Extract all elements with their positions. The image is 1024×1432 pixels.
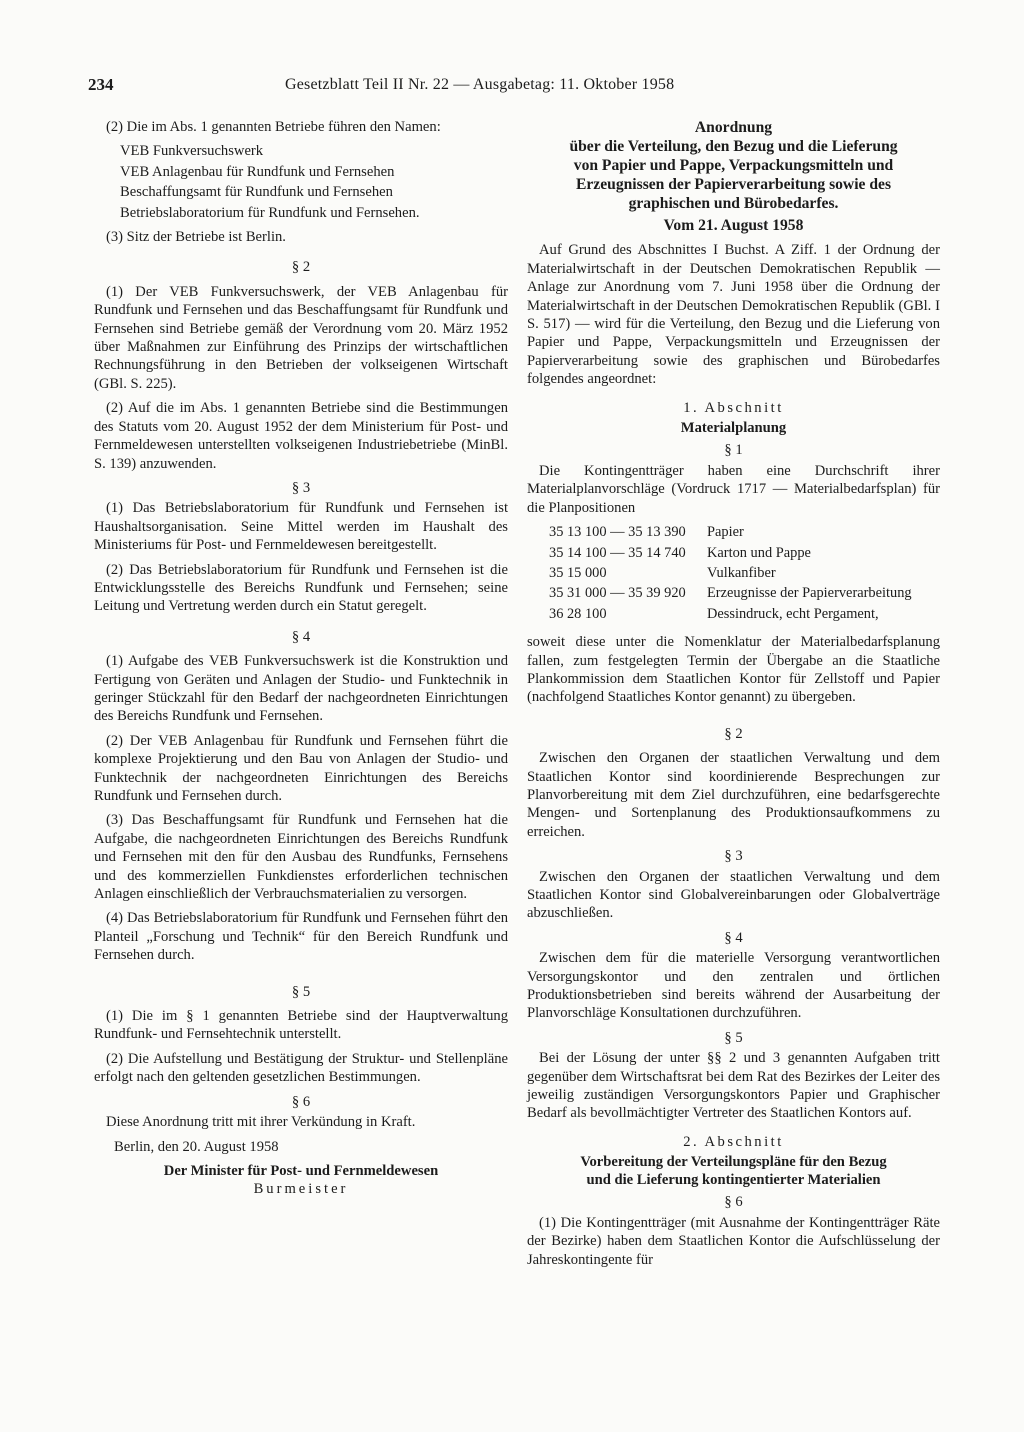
paragraph: (2) Die Aufstellung und Bestätigung der Struktur- und Stellenpläne erfolgt nach den geltenden gesetzlichen Bestimmungen. bbox=[94, 1050, 508, 1086]
place-date: Berlin, den 20. August 1958 bbox=[114, 1138, 279, 1155]
paragraph: (3) Sitz der Betriebe ist Berlin. bbox=[106, 229, 286, 246]
paragraph: (1) Die Kontingentträger (mit Ausnahme der Kontingentträger Räte der Bezirke) haben dem Staatlichen Kontor die Aufschlüsselung der Jahreskontingente für bbox=[527, 1214, 940, 1268]
ordinance-title bbox=[527, 118, 940, 213]
company-name-list bbox=[94, 142, 508, 222]
position-code: 35 14 100 — 35 14 740 bbox=[549, 544, 686, 561]
ordinance-date: Vom 21. August 1958 bbox=[663, 217, 804, 234]
part-title: Materialplanung bbox=[680, 420, 787, 437]
section-heading: § 3 bbox=[724, 848, 743, 865]
paragraph: (1) Das Betriebslaboratorium für Rundfunk und Fernsehen ist Haushaltsorganisation. Seine Mittel werden im Haushalt des Ministeriums für Post- und Fernmeldewesen bereitgestellt. bbox=[94, 500, 508, 554]
list-item: VEB Funkversuchswerk bbox=[120, 143, 264, 160]
table-row bbox=[549, 605, 937, 625]
left-column bbox=[94, 118, 508, 1199]
title-line: Anordnung bbox=[694, 119, 773, 136]
paragraph: Zwischen dem für die materielle Versorgung verantwortlichen Versorgungskontor und den zentralen und örtlichen Produktionsbetrieben sind bereits während der Ausarbeitung der Planvorschläge Konsultationen durchzuführen. bbox=[527, 950, 940, 1022]
paragraph: (4) Das Betriebslaboratorium für Rundfunk und Fernsehen führt den Planteil „Forschung und Technik“ für den Bereich Rundfunk und Fernsehen durch. bbox=[94, 910, 508, 964]
part-title-line: Vorbereitung der Verteilungspläne für den Bezug bbox=[580, 1154, 887, 1171]
paragraph: soweit diese unter die Nomenklatur der Materialbedarfsplanung fallen, zum festgelegten Termin der Übergabe an die Staatliche Plankommission dem Staatlichen Kontor für Zellstoff und Papier (nachfolgend Staatliches Kontor genannt) zu übergeben. bbox=[527, 634, 940, 706]
table-row bbox=[549, 564, 937, 584]
section-heading: § 2 bbox=[724, 725, 743, 742]
position-label: Vulkanfiber bbox=[707, 564, 776, 581]
plan-positions-table bbox=[549, 523, 937, 625]
position-code: 36 28 100 bbox=[549, 605, 607, 622]
position-label: Erzeugnisse der Papierverarbeitung bbox=[707, 585, 912, 602]
page-header bbox=[88, 76, 948, 98]
section-heading: § 6 bbox=[291, 1093, 311, 1110]
paragraph: Zwischen den Organen der staatlichen Verwaltung und dem Staatlichen Kontor sind koordinierende Besprechungen zur Planvorbereitung mit dem Ziel durchzuführen, eine bedarfsgerechte Mengen- und Sortenplanung des Produktionsaufkommens zu erreichen. bbox=[527, 750, 940, 840]
section-heading: § 4 bbox=[291, 628, 311, 645]
section-heading: § 4 bbox=[724, 929, 743, 946]
paragraph: Die Kontingentträger haben eine Durchschrift ihrer Materialplanvorschläge (Vordruck 1717 — Materialbedarfsplan) für die Planpositionen bbox=[527, 462, 940, 516]
paragraph: Diese Anordnung tritt mit ihrer Verkündung in Kraft. bbox=[106, 1114, 416, 1131]
paragraph: (2) Das Betriebslaboratorium für Rundfunk und Fernsehen ist die Entwicklungsstelle des Bereichs Rundfunk und Fernsehen; seine Leitung und Vertretung werden durch ein Statut geregelt. bbox=[94, 561, 508, 615]
running-title: Gesetzblatt Teil II Nr. 22 — Ausgabetag: 11. Oktober 1958 bbox=[285, 76, 675, 93]
page-number: 234 bbox=[88, 75, 114, 94]
list-item: VEB Anlagenbau für Rundfunk und Fernsehen bbox=[120, 163, 395, 180]
paragraph: (1) Aufgabe des VEB Funkversuchswerk ist die Konstruktion und Fertigung von Geräten und Anlagen der Studio- und Funktechnik in geringer Stückzahl für den Bedarf der nachgeordneten Einrichtungen des Bereichs Rundfunk und Fernsehen. bbox=[94, 653, 508, 725]
title-line: über die Verteilung, den Bezug und die Lieferung bbox=[569, 138, 898, 155]
position-label: Dessindruck, echt Pergament, bbox=[707, 605, 879, 622]
table-row bbox=[549, 523, 937, 543]
section-heading: § 1 bbox=[724, 442, 743, 459]
section-heading: § 2 bbox=[291, 259, 311, 276]
list-item: Beschaffungsamt für Rundfunk und Fernsehen bbox=[120, 184, 393, 201]
signer-name: Burmeister bbox=[253, 1181, 349, 1198]
paragraph: Auf Grund des Abschnittes I Buchst. A Ziff. 1 der Ordnung der Materialwirtschaft in der Deutschen Demokratischen Republik — Anlage zur Anordnung vom 7. Juni 1958 über die Ordnung der Materialwirtschaft in der Deutschen Demokratischen Republik (GBl. I S. 517) — wird für die Verteilung, den Bezug und die Lieferung von Papier und Pappe, Verpackungsmitteln und Erzeugnissen der Papierverarbeitung sowie des graphischen und Bürobedarfes folgendes angeordnet: bbox=[527, 242, 940, 388]
right-column bbox=[527, 118, 940, 1275]
position-label: Karton und Pappe bbox=[707, 544, 811, 561]
section-heading: § 5 bbox=[291, 983, 311, 1000]
title-line: von Papier und Pappe, Verpackungsmitteln und bbox=[573, 157, 894, 174]
paragraph: (1) Die im § 1 genannten Betriebe sind der Hauptverwaltung Rundfunk- und Fernsehtechnik unterstellt. bbox=[94, 1008, 508, 1043]
paragraph: Zwischen den Organen der staatlichen Verwaltung und dem Staatlichen Kontor sind Globalvereinbarungen oder Globalverträge abzuschließen. bbox=[527, 868, 940, 922]
position-label: Papier bbox=[707, 524, 744, 541]
position-code: 35 15 000 bbox=[549, 564, 607, 581]
paragraph: (2) Die im Abs. 1 genannten Betriebe führen den Namen: bbox=[106, 119, 441, 135]
position-code: 35 31 000 — 35 39 920 bbox=[549, 585, 686, 602]
part-title bbox=[527, 1153, 940, 1189]
paragraph: Bei der Lösung der unter §§ 2 und 3 genannten Aufgaben tritt gegenüber dem Wirtschaftsrat bei dem Rat des Bezirkes der Leiter des jeweilig zuständigen Versorgungskontors Papier und Graphischer Bedarf als bevollmächtigter Vertreter des Staatlichen Kontors auf. bbox=[527, 1050, 940, 1122]
position-code: 35 13 100 — 35 13 390 bbox=[549, 524, 686, 541]
title-line: Erzeugnissen der Papierverarbeitung sowie des bbox=[575, 176, 892, 193]
part-heading: 2. Abschnitt bbox=[683, 1133, 784, 1150]
paragraph: (3) Das Beschaffungsamt für Rundfunk und Fernsehen hat die Aufgabe, die nachgeordneten Einrichtungen des Bereichs Rundfunk und Fernsehen mit den für den Ausbau des Rundfunks, Fernsehens und des kommerziellen Funkdienstes erforderlichen technischen Anlagen einschließlich der Verbrauchsmaterialien zu versorgen. bbox=[94, 812, 508, 903]
section-heading: § 3 bbox=[291, 479, 311, 496]
signature-title: Der Minister für Post- und Fernmeldewesen bbox=[163, 1162, 439, 1179]
paragraph: (1) Der VEB Funkversuchswerk, der VEB Anlagenbau für Rundfunk und Fernsehen und das Beschaffungsamt für Rundfunk und Fernsehen sind Betriebe gemäß der Verordnung vom 20. März 1952 über Maßnahmen zur Einführung des Prinzips der wirtschaftlichen Rechnungsführung in den Betrieben der volkseigenen Wirtschaft (GBl. S. 225). bbox=[94, 283, 508, 392]
title-line: graphischen und Bürobedarfes. bbox=[628, 195, 839, 212]
section-heading: § 6 bbox=[724, 1194, 743, 1211]
part-title-line: und die Lieferung kontingentierter Materialien bbox=[586, 1172, 881, 1189]
paragraph: (2) Der VEB Anlagenbau für Rundfunk und Fernsehen führt die komplexe Projektierung und den Bau von Anlagen der Studio- und Funktechnik der nachgeordneten Einrichtungen des Bereichs Rundfunk und Fernsehen durch. bbox=[94, 732, 508, 804]
paragraph: (2) Auf die im Abs. 1 genannten Betriebe sind die Bestimmungen des Statuts vom 20. August 1952 der dem Ministerium für Post- und Fernmeldewesen unterstellten volkseigenen Industriebetriebe (MinBl. S. 139) anzuwenden. bbox=[94, 400, 508, 472]
table-row bbox=[549, 544, 937, 564]
section-heading: § 5 bbox=[724, 1029, 743, 1046]
table-row bbox=[549, 584, 937, 604]
part-heading: 1. Abschnitt bbox=[683, 399, 784, 416]
list-item: Betriebslaboratorium für Rundfunk und Fernsehen. bbox=[120, 204, 420, 221]
